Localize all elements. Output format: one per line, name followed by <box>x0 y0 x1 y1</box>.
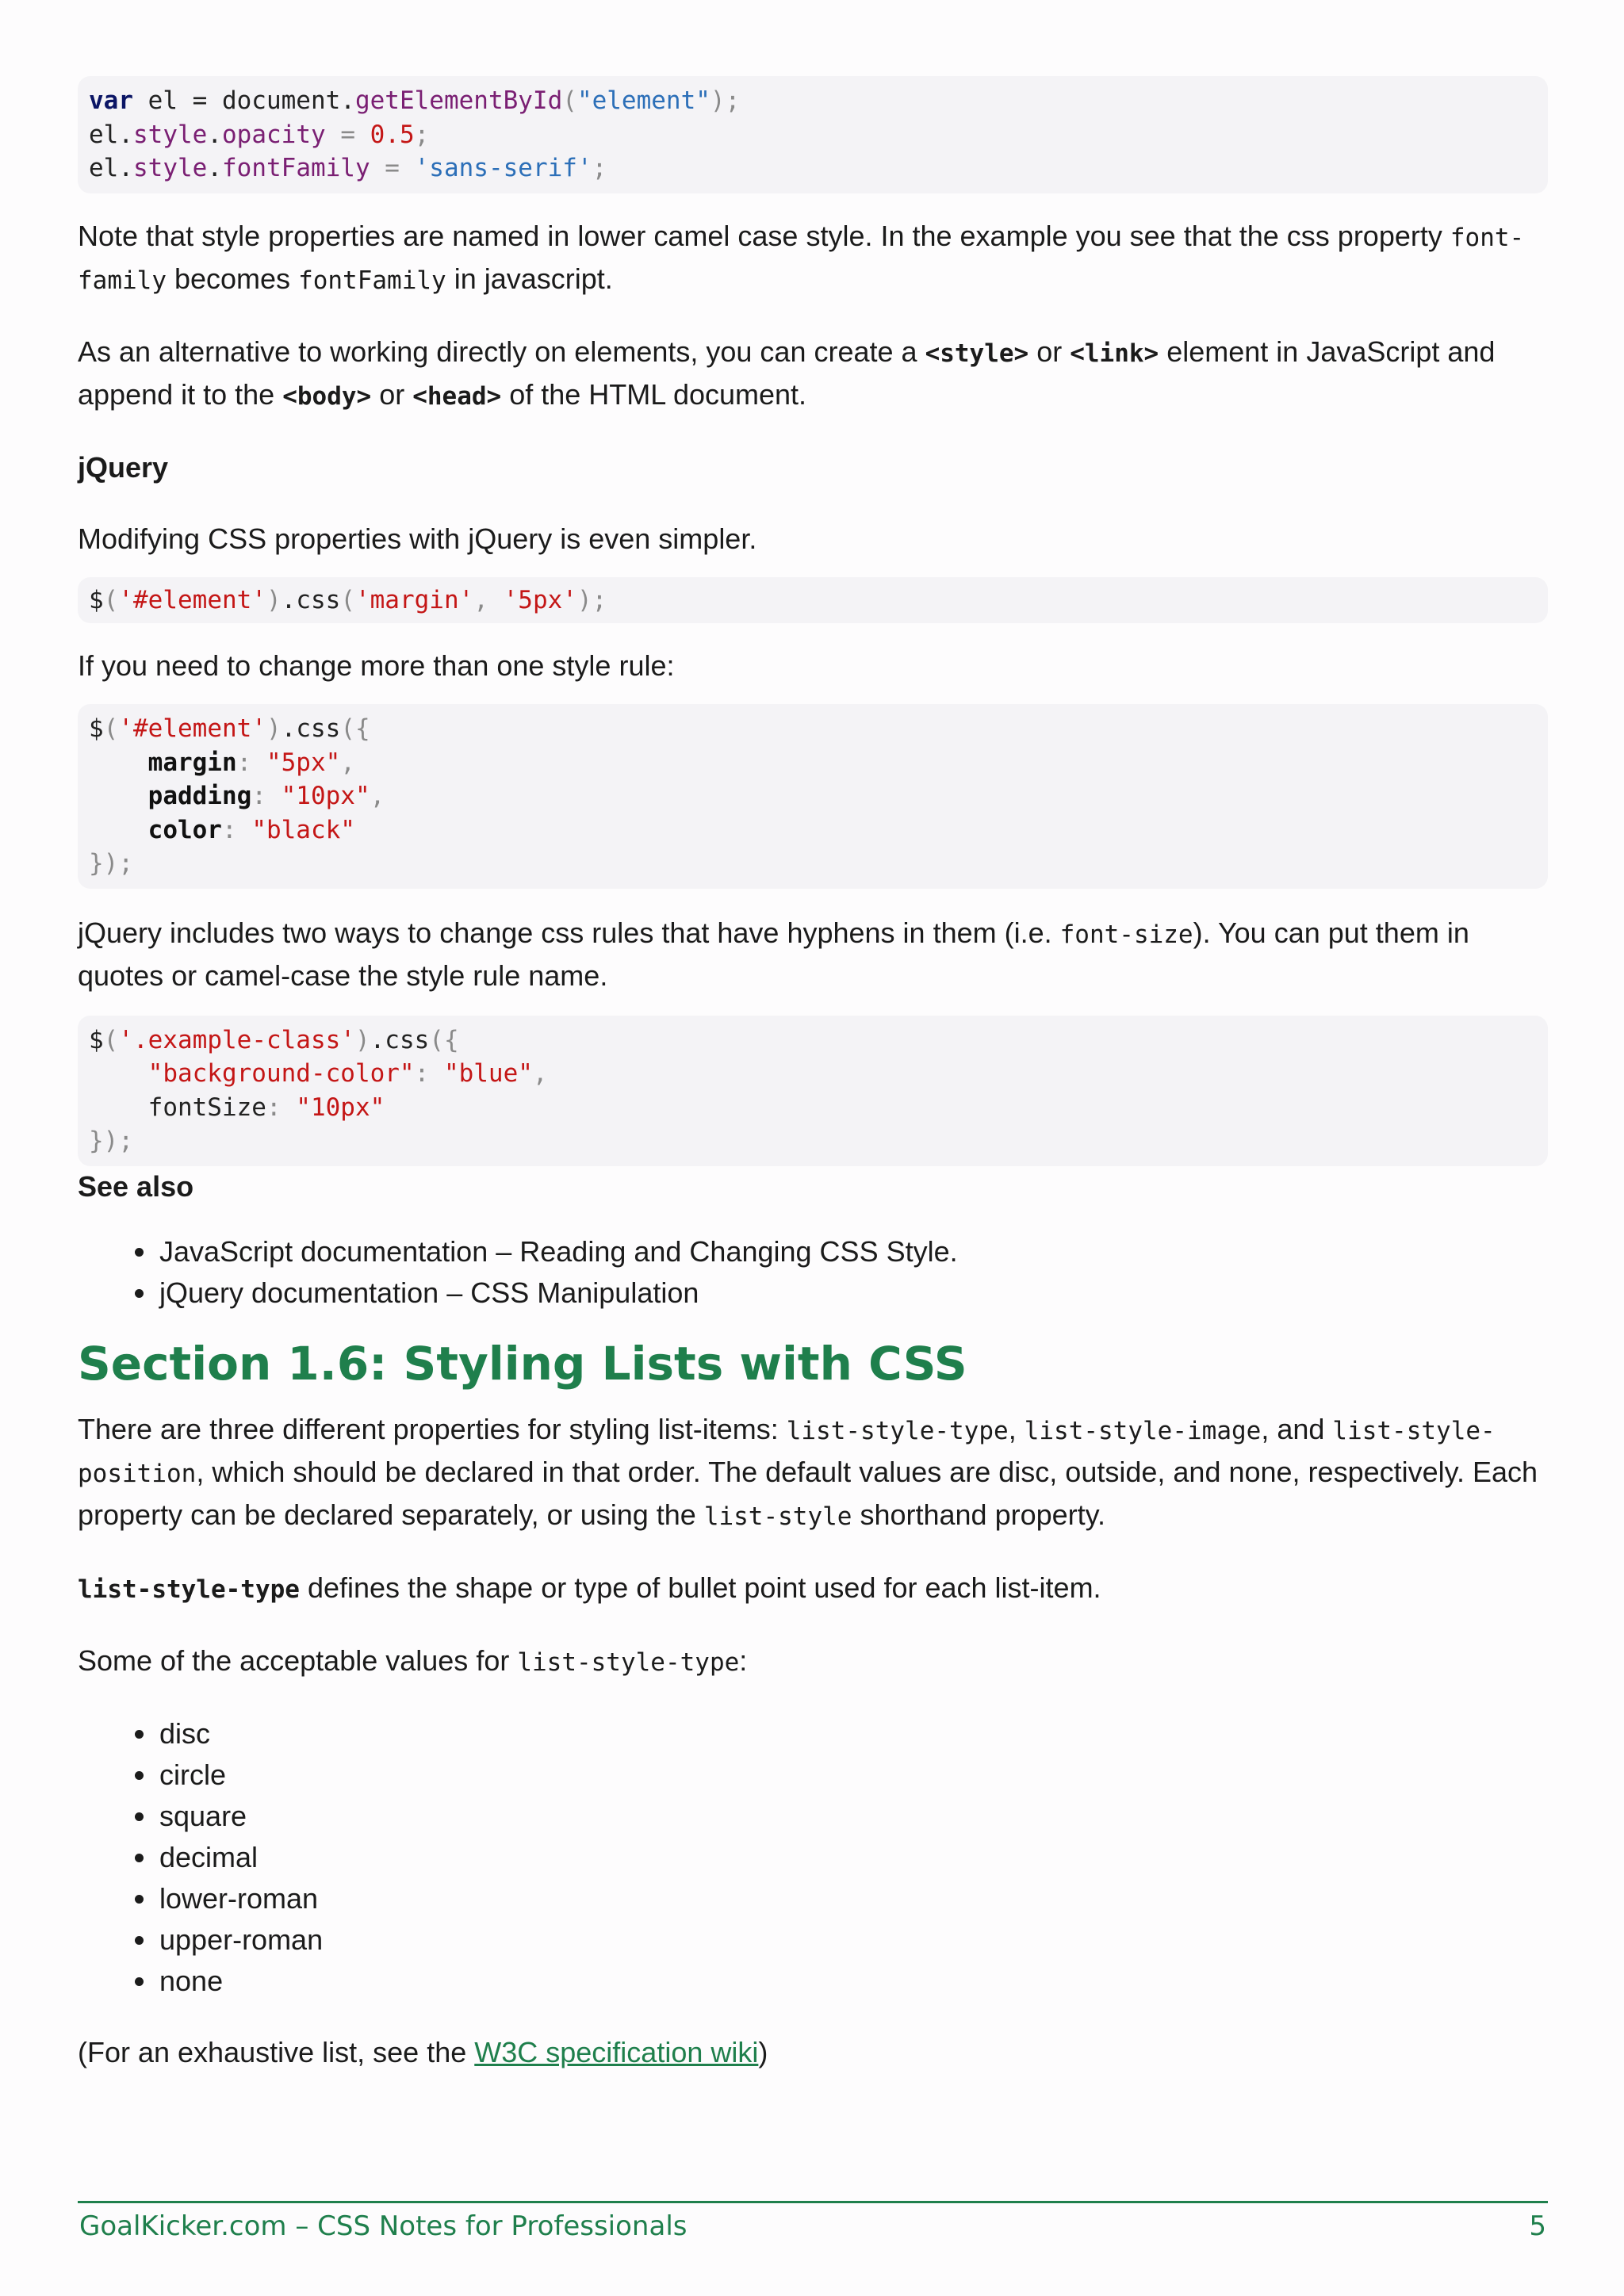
code-token: '5px' <box>503 585 577 614</box>
text: or <box>1028 335 1071 368</box>
code-token: "background-color" <box>147 1059 415 1088</box>
code-token: el = document. <box>133 86 355 115</box>
code-line <box>89 712 1537 746</box>
text: , which should be declared in that order. The default values are disc, outside, and none, respectively. Each property can be declared separately, or using the <box>78 1455 1538 1531</box>
code-token: style <box>133 120 208 149</box>
code-token: ) <box>266 714 282 743</box>
code-token: ; <box>414 120 430 149</box>
inline-code: list-style-position <box>78 1416 1496 1488</box>
text: , <box>1008 1412 1025 1445</box>
code-token: $ <box>89 585 104 614</box>
text: (For an exhaustive list, see the <box>78 2035 475 2068</box>
text: As an alternative to working directly on elements, you can create a <box>78 335 925 368</box>
code-token: '#element' <box>118 585 266 614</box>
inline-code: <body> <box>282 381 372 411</box>
code-token: '#element' <box>118 714 266 743</box>
code-token: }); <box>89 1127 133 1155</box>
inline-code: font-family <box>78 223 1525 295</box>
text: ) <box>758 2035 768 2068</box>
text: defines the shape or type of bullet point used for each list-item. <box>299 1571 1101 1604</box>
inline-code: <style> <box>925 339 1029 368</box>
inline-code: font-size <box>1059 920 1193 949</box>
list-item: lower-roman <box>78 1878 1548 1919</box>
code-token: "blue" <box>443 1059 533 1088</box>
paragraph <box>78 216 1548 301</box>
code-block-jquery-css <box>78 577 1548 624</box>
code-token: $ <box>89 714 104 743</box>
code-token: opacity <box>222 120 326 149</box>
code-token: ({ <box>429 1025 459 1054</box>
code-token: . <box>207 120 222 149</box>
code-token: getElementById <box>354 86 563 115</box>
see-also-list <box>78 1231 1548 1314</box>
code-token: ( <box>103 585 119 614</box>
code-token: $ <box>89 1025 104 1054</box>
code-line <box>89 1024 1537 1058</box>
code-line <box>89 151 1537 186</box>
w3c-spec-wiki-link[interactable]: W3C specification wiki <box>474 2035 759 2068</box>
code-token: ( <box>340 585 355 614</box>
code-token: . <box>207 154 222 182</box>
text: shorthand property. <box>852 1498 1105 1531</box>
page-content <box>78 76 1548 2073</box>
text: in javascript. <box>446 262 613 295</box>
code-token: 'margin' <box>354 585 474 614</box>
code-token: ) <box>354 1025 370 1054</box>
code-token: el. <box>89 154 133 182</box>
code-line <box>89 813 1537 848</box>
code-token: ; <box>592 154 607 182</box>
list-item[interactable]: JavaScript documentation – Reading and Changing CSS Style. <box>78 1231 1548 1272</box>
text: : <box>739 1644 748 1677</box>
code-line <box>89 84 1537 118</box>
inline-code: <head> <box>412 381 502 411</box>
code-token: ( <box>103 1025 119 1054</box>
code-token: .css <box>281 585 341 614</box>
code-token: 0.5 <box>370 120 415 149</box>
code-token: : <box>414 1059 444 1088</box>
code-token: = <box>325 120 370 149</box>
code-token: margin <box>147 748 237 777</box>
section-title: Section 1.6: Styling Lists with CSS <box>78 1336 967 1391</box>
paragraph <box>78 1409 1548 1537</box>
code-token: "10px" <box>281 782 370 810</box>
code-token: , <box>532 1059 548 1088</box>
code-line <box>89 118 1537 152</box>
code-token: '.example-class' <box>118 1025 355 1054</box>
inline-code: list-style-type <box>517 1647 740 1677</box>
list-item: disc <box>78 1713 1548 1755</box>
paragraph <box>78 1567 1548 1610</box>
code-line <box>89 1091 1537 1125</box>
paragraph: Modifying CSS properties with jQuery is even simpler. <box>78 522 757 555</box>
inline-code: fontFamily <box>298 266 446 295</box>
list-item: square <box>78 1796 1548 1837</box>
code-token: , <box>340 748 355 777</box>
text: jQuery includes two ways to change css rules that have hyphens in them (i.e. <box>78 916 1060 949</box>
code-token: "black" <box>251 815 355 844</box>
code-token: color <box>147 815 222 844</box>
text: element in JavaScript and append it to the <box>78 335 1496 411</box>
text: , and <box>1261 1412 1333 1445</box>
code-token: 'sans-serif' <box>414 154 592 182</box>
text: There are three different properties for styling list-items: <box>78 1412 787 1445</box>
code-token: : <box>251 782 282 810</box>
text: or <box>371 377 413 411</box>
paragraph <box>78 1640 1548 1683</box>
code-token: = <box>370 154 415 182</box>
code-token: ({ <box>340 714 370 743</box>
code-token: : <box>236 748 266 777</box>
code-token: "10px" <box>296 1093 385 1122</box>
inline-code: list-style-image <box>1024 1416 1262 1445</box>
code-token: fontFamily <box>222 154 370 182</box>
text: Note that style properties are named in lower camel case style. In the example you see that the css property <box>78 219 1450 252</box>
code-token: , <box>473 585 504 614</box>
code-token: padding <box>147 782 252 810</box>
text: becomes <box>166 262 299 295</box>
code-token: : <box>221 815 252 844</box>
code-line <box>89 1057 1537 1091</box>
list-item: upper-roman <box>78 1919 1548 1961</box>
code-token: ( <box>562 86 577 115</box>
footer-title: GoalKicker.com – CSS Notes for Professionals <box>79 2210 688 2242</box>
list-item: none <box>78 1961 1548 2002</box>
code-token: .css <box>370 1025 430 1054</box>
list-item: circle <box>78 1755 1548 1796</box>
list-item: decimal <box>78 1837 1548 1878</box>
code-token: , <box>370 782 385 810</box>
code-token: ( <box>103 714 119 743</box>
code-token: fontSize <box>147 1093 266 1122</box>
code-line <box>89 1124 1537 1158</box>
code-token: "element" <box>576 86 710 115</box>
inline-code: <link> <box>1070 339 1159 368</box>
code-token: ); <box>710 86 741 115</box>
code-line <box>89 847 1537 881</box>
code-token: "5px" <box>266 748 341 777</box>
list-item[interactable]: jQuery documentation – CSS Manipulation <box>78 1272 1548 1314</box>
inline-code: list-style-type <box>78 1575 300 1604</box>
code-token: var <box>89 86 133 115</box>
code-token: el. <box>89 120 133 149</box>
code-block-jquery-multi <box>78 704 1548 889</box>
subheading-jquery: jQuery <box>78 450 169 484</box>
list-style-type-values <box>78 1713 1548 2002</box>
code-line <box>89 779 1537 813</box>
paragraph: If you need to change more than one style rule: <box>78 649 675 682</box>
code-block-dom-style <box>78 76 1548 193</box>
paragraph <box>78 331 1548 417</box>
inline-code: list-style-type <box>786 1416 1009 1445</box>
code-token: ) <box>266 585 282 614</box>
code-token: style <box>133 154 208 182</box>
code-line <box>89 746 1537 780</box>
code-line <box>89 584 1537 618</box>
code-token: }); <box>89 849 133 878</box>
text: of the HTML document. <box>501 377 807 411</box>
paragraph <box>78 2032 1548 2073</box>
page-number: 5 <box>1529 2210 1546 2242</box>
code-token: .css <box>281 714 341 743</box>
code-block-jquery-hyphen <box>78 1016 1548 1166</box>
text: Some of the acceptable values for <box>78 1644 518 1677</box>
inline-code: list-style <box>703 1502 852 1531</box>
text: ). You can put them in quotes or camel-case the style rule name. <box>78 916 1469 992</box>
subheading-see-also: See also <box>78 1169 194 1203</box>
code-token: : <box>266 1093 297 1122</box>
paragraph <box>78 913 1548 997</box>
code-token: ); <box>576 585 607 614</box>
footer-divider <box>78 2201 1548 2203</box>
